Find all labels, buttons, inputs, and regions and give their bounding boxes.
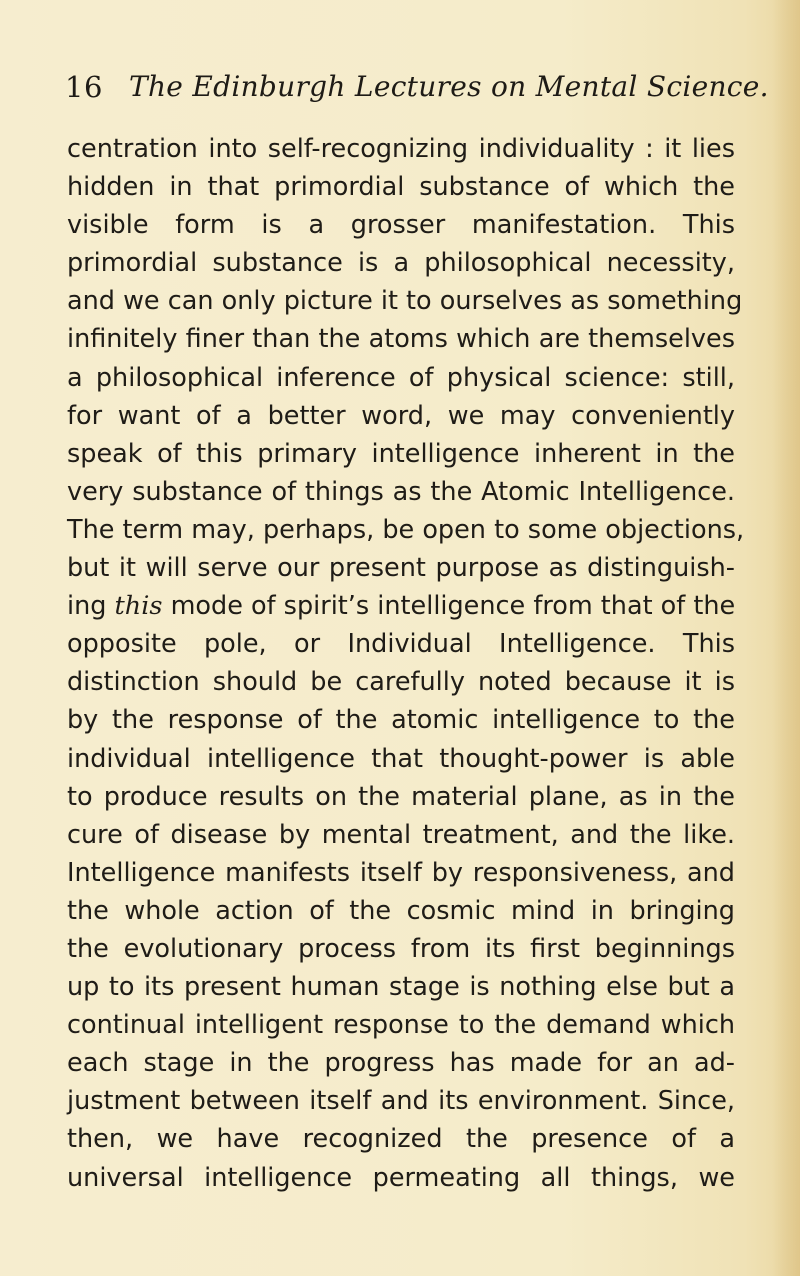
text-line: each stage in the progress has made for an ad- — [67, 1048, 735, 1079]
text-line: The term may, perhaps, be open to some objections, — [67, 514, 745, 545]
text-line: visible form is a grosser manifestation. This — [67, 210, 735, 241]
text-line-with-italic — [67, 587, 735, 625]
text-line: up to its present human stage is nothing else but a — [67, 972, 735, 1003]
page-edge-shadow — [772, 0, 800, 1276]
text-line: then, we have recognized the presence of a — [67, 1124, 735, 1155]
text-line: to produce results on the material plane, as in the — [67, 781, 735, 812]
text-line: the evolutionary process from its first beginnings — [67, 933, 735, 964]
text-line: individual intelligence that thought-power is able — [67, 743, 735, 774]
body-text — [67, 130, 745, 1197]
text-line: justment between itself and its environment. Since, — [67, 1086, 735, 1117]
page-number: 16 — [65, 70, 103, 104]
text-line: very substance of things as the Atomic Intelligence. — [67, 476, 735, 507]
text-line: hidden in that primordial substance of which the — [67, 172, 735, 203]
text-line: centration into self-recognizing individuality : it lies — [67, 134, 735, 164]
text-line: for want of a better word, we may conveniently — [67, 400, 735, 431]
text-line: universal intelligence permeating all things, we — [67, 1162, 735, 1193]
text-line: continual intelligent response to the demand which — [67, 1010, 735, 1041]
text-line: a philosophical inference of physical science: still, — [67, 362, 735, 393]
text-line: the whole action of the cosmic mind in bringing — [67, 895, 735, 926]
text-line: and we can only picture it to ourselves as something — [67, 286, 743, 317]
text-line: but it will serve our present purpose as distinguish- — [67, 553, 735, 584]
page-header — [65, 70, 769, 114]
italic-emphasis: this — [114, 591, 163, 622]
text-line: primordial substance is a philosophical necessity, — [67, 248, 735, 279]
running-title: The Edinburgh Lectures on Mental Science. — [129, 70, 769, 103]
text-line: cure of disease by mental treatment, and the like. — [67, 819, 735, 850]
text-line: by the response of the atomic intelligence to the — [67, 705, 735, 736]
text-line: opposite pole, or Individual Intelligence. This — [67, 629, 735, 660]
text-line: speak of this primary intelligence inherent in the — [67, 438, 735, 469]
text-line: distinction should be carefully noted because it is — [67, 667, 735, 698]
text-line: infinitely finer than the atoms which are themselves — [67, 324, 735, 355]
text-line: Intelligence manifests itself by responsiveness, and — [67, 857, 735, 888]
line-end: mode of spirit’s intelligence from that of the — [170, 591, 736, 622]
line-start: ing — [67, 591, 107, 622]
